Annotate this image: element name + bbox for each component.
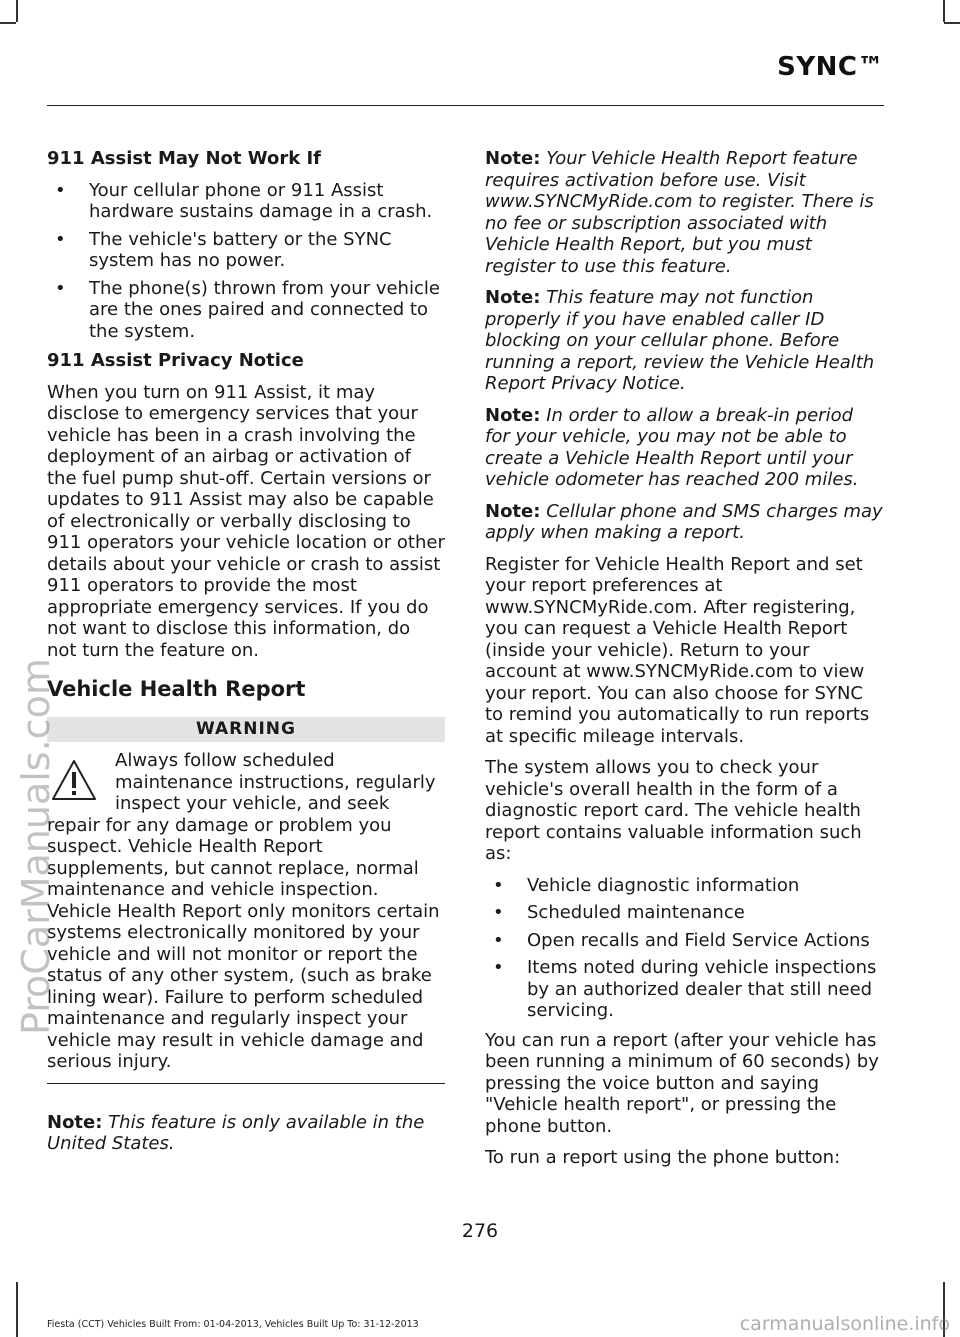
note-activation: Note: Your Vehicle Health Report feature requires activation before use. Visit www.SYNCMyRide.com to register. There is no fee or subscription associated with Vehicle Health Report, but you must register to use this feature. [485, 148, 874, 277]
heading-911-assist-may-not-work: 911 Assist May Not Work If [47, 148, 321, 169]
note-us-only: Note: This feature is only available in the United States. [47, 1111, 425, 1154]
bullet-list-report-contents [485, 875, 883, 1022]
warning-box [47, 750, 445, 1084]
note-caller-id: Note: This feature may not function properly if you have enabled caller ID blocking on your cellular phone. Before running a report, review the Vehicle Health Report Privacy Notice. [485, 287, 875, 394]
header-rule [47, 105, 884, 106]
list-item: • The phone(s) thrown from your vehicle are the ones paired and connected to the system. [55, 277, 440, 342]
left-column [47, 148, 445, 1165]
list-item: • Vehicle diagnostic information [493, 874, 800, 896]
page-header-title: SYNC™ [777, 52, 884, 82]
list-item: • The vehicle's battery or the SYNC system has no power. [55, 228, 392, 271]
section-title-vehicle-health-report: Vehicle Health Report [47, 677, 306, 701]
crop-mark [944, 22, 960, 24]
warning-end-rule [47, 1083, 445, 1084]
phone-button-paragraph: To run a report using the phone button: [485, 1147, 841, 1168]
warning-label: WARNING [47, 717, 445, 743]
list-item: • Open recalls and Field Service Actions [493, 929, 870, 951]
crop-mark [16, 0, 18, 22]
register-paragraph: Register for Vehicle Health Report and set your report preferences at www.SYNCMyRide.com. After registering, you can request a Vehicle Health Report (inside your vehicle). Return to your account at www.SYNCMyRide.com to view your report. You can also choose for SYNC to remind you automatically to run reports at specific mileage intervals. [485, 553, 870, 747]
right-column [485, 148, 883, 1179]
watermark-bottom-right: carmanualsonline.info [739, 1313, 950, 1335]
note-charges: Note: Cellular phone and SMS charges may apply when making a report. [485, 500, 883, 543]
page-number: 276 [461, 1220, 499, 1242]
crop-mark [16, 1282, 18, 1337]
crop-mark [0, 22, 16, 24]
footer-text: Fiesta (CCT) Vehicles Built From: 01-04-2013, Vehicles Built Up To: 31-12-2013 [47, 1319, 419, 1330]
list-item: • Your cellular phone or 911 Assist hardware sustains damage in a crash. [55, 179, 433, 222]
watermark-vertical: ProCarManuals.com [14, 658, 58, 1035]
list-item: • Scheduled maintenance [493, 902, 745, 923]
list-item: • Items noted during vehicle inspections by an authorized dealer that still need servicing. [493, 957, 877, 1021]
run-report-paragraph: You can run a report (after your vehicle has been running a minimum of 60 seconds) by pressing the voice button and saying "Vehicle health report", or pressing the phone button. [485, 1029, 879, 1137]
warning-text: Always follow scheduled maintenance instructions, regularly inspect your vehicle, and seek repair for any damage or problem you suspect. Vehicle Health Report supplements, but cannot replace, normal maintenance and vehicle inspection. Vehicle Health Report only monitors certain systems electronically monitored by your vehicle and will not monitor or report the status of any other system, (such as brake lining wear). Failure to perform scheduled maintenance and regularly inspect your vehicle may result in vehicle damage and serious injury. [47, 750, 440, 1072]
crop-mark [943, 0, 945, 22]
note-break-in: Note: In order to allow a break-in period for your vehicle, you may not be able to create a Vehicle Health Report until your vehicle odometer has reached 200 miles. [485, 404, 859, 490]
system-paragraph: The system allows you to check your vehicle's overall health in the form of a diagnostic report card. The vehicle health report contains valuable information such as: [485, 757, 862, 864]
heading-privacy-notice: 911 Assist Privacy Notice [47, 350, 304, 371]
privacy-paragraph: When you turn on 911 Assist, it may disclose to emergency services that your vehicle has been in a crash involving the deployment of an airbag or activation of the fuel pump shut-off. Certain versions or updates to 911 Assist may also be capable of electronically or verbally disclosing to 911 operators your vehicle location or other details about your vehicle or crash to assist 911 operators to provide the most appropriate emergency services. If you do not want to disclose this information, do not turn the feature on. [47, 381, 445, 661]
bullet-list-911 [47, 180, 445, 343]
